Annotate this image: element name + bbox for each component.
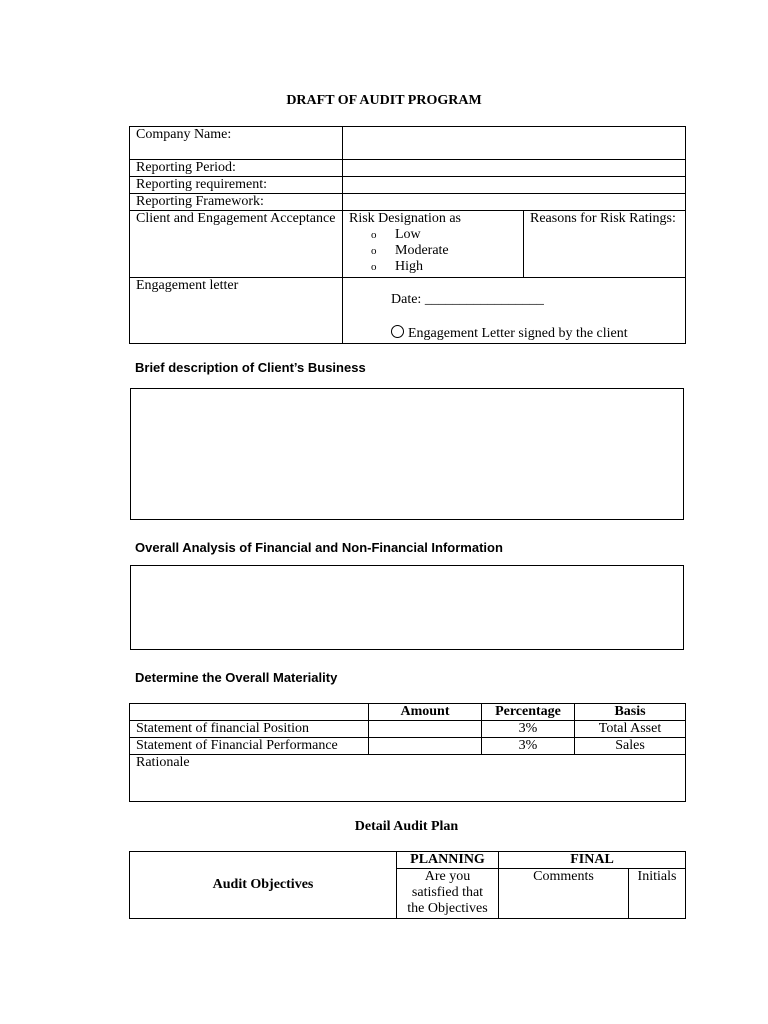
brief-description-heading: Brief description of Client’s Business [135,360,366,375]
engagement-letter-cell [343,278,686,344]
risk-option-high[interactable]: o High [371,259,423,274]
risk-reasons-cell[interactable] [524,211,686,278]
amount-field[interactable] [369,738,482,755]
reporting-framework-label: Reporting Framework: [130,194,343,211]
radio-circle-icon[interactable] [391,325,404,338]
detail-audit-plan-heading: Detail Audit Plan [354,819,459,834]
page-title: DRAFT OF AUDIT PROGRAM [286,93,482,108]
overall-analysis-heading: Overall Analysis of Financial and Non-Financial Information [135,540,503,555]
brief-description-box[interactable] [130,388,684,520]
company-name-label: Company Name: [130,127,343,160]
overall-analysis-box[interactable] [130,565,684,650]
risk-option-moderate[interactable]: o Moderate [371,243,449,258]
reporting-period-label: Reporting Period: [130,160,343,177]
final-header: FINAL [499,852,686,869]
risk-designation-cell [343,211,524,278]
signed-checkbox[interactable]: Engagement Letter signed by the client [391,325,679,342]
risk-option-low[interactable]: o Low [371,227,421,242]
materiality-heading: Determine the Overall Materiality [135,670,338,685]
risk-reasons-label: Reasons for Risk Ratings: [530,211,676,226]
materiality-header-percentage: Percentage [482,704,575,721]
engagement-letter-label: Engagement letter [130,278,343,344]
audit-plan-table [129,851,686,919]
company-info-table [129,126,686,344]
amount-field[interactable] [369,721,482,738]
rationale-cell[interactable] [130,755,686,802]
initials-header: Initials [629,869,686,919]
client-acceptance-label: Client and Engagement Acceptance [130,211,343,278]
planning-subheader: Are you satisfied that the Objectives [397,869,499,919]
audit-objectives-header: Audit Objectives [130,852,397,919]
date-field[interactable]: Date: _________________ [391,292,544,307]
table-row: Statement of financial Position 3% Total Asset [130,721,686,738]
materiality-header-amount: Amount [369,704,482,721]
company-name-field[interactable] [343,127,686,160]
reporting-requirement-label: Reporting requirement: [130,177,343,194]
reporting-framework-field[interactable] [343,194,686,211]
table-row: Statement of Financial Performance 3% Sales [130,738,686,755]
comments-header: Comments [499,869,629,919]
reporting-requirement-field[interactable] [343,177,686,194]
reporting-period-field[interactable] [343,160,686,177]
risk-designation-label: Risk Designation as [349,211,461,226]
rationale-label: Rationale [136,755,190,770]
materiality-header-blank [130,704,369,721]
bullet-icon: o [371,261,377,273]
bullet-icon: o [371,229,377,241]
bullet-icon: o [371,245,377,257]
materiality-table [129,703,686,802]
planning-header: PLANNING [397,852,499,869]
materiality-header-basis: Basis [575,704,686,721]
